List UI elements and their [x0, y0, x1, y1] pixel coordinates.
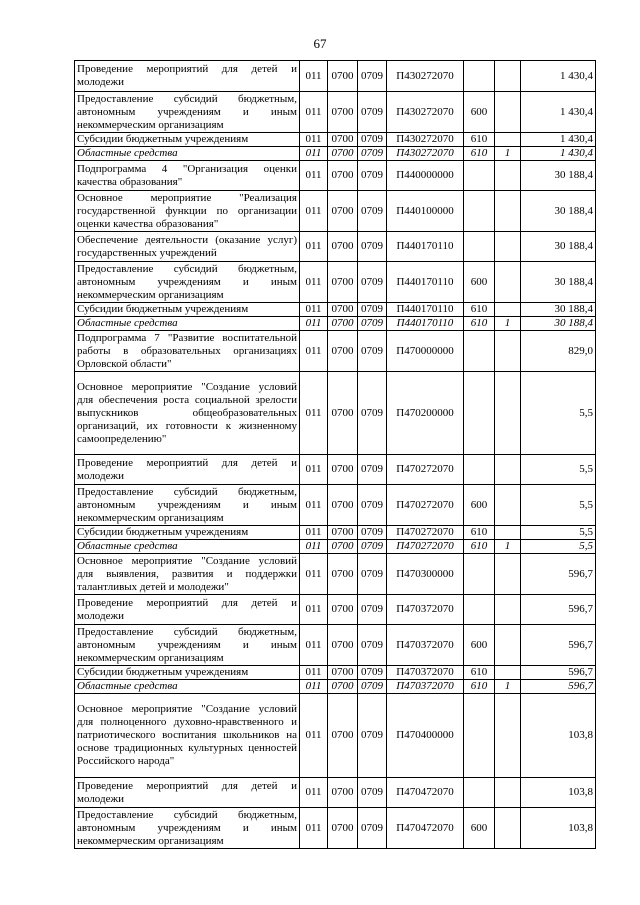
expense-kind-code-cell — [464, 595, 495, 625]
amount-cell: 1 430,4 — [521, 133, 596, 147]
expense-kind-code-cell — [464, 161, 495, 191]
section-code-cell: 0700 — [328, 372, 358, 455]
item-name-cell: Обеспечение деятельности (оказание услуг) государственных учреждений — [75, 232, 300, 262]
target-article-code-cell: П440170110 — [387, 232, 464, 262]
admin-code-cell: 011 — [300, 232, 328, 262]
expense-kind-code-cell — [464, 554, 495, 595]
amount-cell: 103,8 — [521, 694, 596, 778]
fund-source-code-cell — [495, 303, 521, 317]
fund-source-code-cell — [495, 778, 521, 808]
expense-kind-code-cell: 610 — [464, 666, 495, 680]
item-name-cell: Предоставление субсидий бюджетным, автономным учреждениям и иным некоммерческим организациям — [75, 625, 300, 666]
table-row — [75, 133, 596, 147]
section-code-cell: 0700 — [328, 133, 358, 147]
subsection-code-cell: 0709 — [358, 331, 387, 372]
amount-cell: 1 430,4 — [521, 61, 596, 92]
subsection-code-cell: 0709 — [358, 625, 387, 666]
item-name-cell: Проведение мероприятий для детей и молодежи — [75, 595, 300, 625]
subsection-code-cell: 0709 — [358, 808, 387, 849]
amount-cell: 103,8 — [521, 778, 596, 808]
item-name-cell: Областные средства — [75, 680, 300, 694]
item-name-cell: Субсидии бюджетным учреждениям — [75, 133, 300, 147]
subsection-code-cell: 0709 — [358, 595, 387, 625]
subsection-code-cell: 0709 — [358, 485, 387, 526]
expense-kind-code-cell: 600 — [464, 625, 495, 666]
target-article-code-cell: П470272070 — [387, 540, 464, 554]
item-name-cell: Предоставление субсидий бюджетным, автономным учреждениям и иным некоммерческим организациям — [75, 92, 300, 133]
subsection-code-cell: 0709 — [358, 92, 387, 133]
fund-source-code-cell — [495, 485, 521, 526]
subsection-code-cell: 0709 — [358, 147, 387, 161]
amount-cell: 30 188,4 — [521, 262, 596, 303]
fund-source-code-cell — [495, 232, 521, 262]
item-name-cell: Основное мероприятие "Создание условий для обеспечения роста социальной зрелости выпускников общеобразовательных организаций, их готовности к жизненному самоопределению" — [75, 372, 300, 455]
admin-code-cell: 011 — [300, 595, 328, 625]
subsection-code-cell: 0709 — [358, 133, 387, 147]
amount-cell: 30 188,4 — [521, 232, 596, 262]
target-article-code-cell: П470472070 — [387, 778, 464, 808]
section-code-cell: 0700 — [328, 485, 358, 526]
table-row — [75, 625, 596, 666]
admin-code-cell: 011 — [300, 540, 328, 554]
fund-source-code-cell — [495, 455, 521, 485]
item-name-cell: Подпрограмма 7 "Развитие воспитательной работы в образовательных организациях Орловской области" — [75, 331, 300, 372]
expense-kind-code-cell: 610 — [464, 133, 495, 147]
target-article-code-cell: П470372070 — [387, 595, 464, 625]
section-code-cell: 0700 — [328, 61, 358, 92]
fund-source-code-cell: 1 — [495, 317, 521, 331]
subsection-code-cell: 0709 — [358, 554, 387, 595]
target-article-code-cell: П440170110 — [387, 303, 464, 317]
subsection-code-cell: 0709 — [358, 666, 387, 680]
admin-code-cell: 011 — [300, 262, 328, 303]
subsection-code-cell: 0709 — [358, 191, 387, 232]
subsection-code-cell: 0709 — [358, 372, 387, 455]
subsection-code-cell: 0709 — [358, 540, 387, 554]
item-name-cell: Проведение мероприятий для детей и молодежи — [75, 61, 300, 92]
fund-source-code-cell: 1 — [495, 147, 521, 161]
section-code-cell: 0700 — [328, 317, 358, 331]
section-code-cell: 0700 — [328, 526, 358, 540]
item-name-cell: Областные средства — [75, 317, 300, 331]
fund-source-code-cell — [495, 191, 521, 232]
target-article-code-cell: П470000000 — [387, 331, 464, 372]
target-article-code-cell: П470400000 — [387, 694, 464, 778]
subsection-code-cell: 0709 — [358, 526, 387, 540]
subsection-code-cell: 0709 — [358, 694, 387, 778]
section-code-cell: 0700 — [328, 455, 358, 485]
table-row — [75, 331, 596, 372]
section-code-cell: 0700 — [328, 554, 358, 595]
admin-code-cell: 011 — [300, 554, 328, 595]
admin-code-cell: 011 — [300, 666, 328, 680]
table-row — [75, 540, 596, 554]
amount-cell: 5,5 — [521, 485, 596, 526]
table-row — [75, 317, 596, 331]
section-code-cell: 0700 — [328, 191, 358, 232]
subsection-code-cell: 0709 — [358, 232, 387, 262]
expense-kind-code-cell — [464, 372, 495, 455]
admin-code-cell: 011 — [300, 526, 328, 540]
subsection-code-cell: 0709 — [358, 61, 387, 92]
expense-kind-code-cell — [464, 191, 495, 232]
target-article-code-cell: П470272070 — [387, 526, 464, 540]
amount-cell: 829,0 — [521, 331, 596, 372]
table-row — [75, 92, 596, 133]
item-name-cell: Предоставление субсидий бюджетным, автономным учреждениям и иным некоммерческим организациям — [75, 262, 300, 303]
subsection-code-cell: 0709 — [358, 262, 387, 303]
item-name-cell: Областные средства — [75, 147, 300, 161]
fund-source-code-cell — [495, 372, 521, 455]
amount-cell: 1 430,4 — [521, 147, 596, 161]
subsection-code-cell: 0709 — [358, 303, 387, 317]
amount-cell: 5,5 — [521, 540, 596, 554]
amount-cell: 103,8 — [521, 808, 596, 849]
target-article-code-cell: П470272070 — [387, 455, 464, 485]
admin-code-cell: 011 — [300, 455, 328, 485]
table-row — [75, 680, 596, 694]
target-article-code-cell: П470300000 — [387, 554, 464, 595]
item-name-cell: Основное мероприятие "Создание условий для полноценного духовно-нравственного и патриотического воспитания школьников на основе традиционных культурных ценностей Российского народа" — [75, 694, 300, 778]
amount-cell: 596,7 — [521, 595, 596, 625]
item-name-cell: Проведение мероприятий для детей и молодежи — [75, 455, 300, 485]
admin-code-cell: 011 — [300, 191, 328, 232]
table-row — [75, 303, 596, 317]
section-code-cell: 0700 — [328, 808, 358, 849]
expense-kind-code-cell — [464, 331, 495, 372]
admin-code-cell: 011 — [300, 808, 328, 849]
expense-kind-code-cell: 600 — [464, 92, 495, 133]
admin-code-cell: 011 — [300, 147, 328, 161]
table-row — [75, 372, 596, 455]
budget-table — [74, 60, 596, 849]
item-name-cell: Субсидии бюджетным учреждениям — [75, 666, 300, 680]
admin-code-cell: 011 — [300, 372, 328, 455]
amount-cell: 5,5 — [521, 455, 596, 485]
expense-kind-code-cell: 600 — [464, 262, 495, 303]
amount-cell: 5,5 — [521, 526, 596, 540]
table-row — [75, 455, 596, 485]
section-code-cell: 0700 — [328, 778, 358, 808]
expense-kind-code-cell: 610 — [464, 540, 495, 554]
table-row — [75, 147, 596, 161]
table-row — [75, 808, 596, 849]
section-code-cell: 0700 — [328, 680, 358, 694]
admin-code-cell: 011 — [300, 694, 328, 778]
expense-kind-code-cell — [464, 455, 495, 485]
admin-code-cell: 011 — [300, 133, 328, 147]
expense-kind-code-cell — [464, 694, 495, 778]
expense-kind-code-cell — [464, 778, 495, 808]
table-row — [75, 232, 596, 262]
table-row — [75, 554, 596, 595]
table-row — [75, 161, 596, 191]
fund-source-code-cell — [495, 625, 521, 666]
table-row — [75, 526, 596, 540]
amount-cell: 596,7 — [521, 680, 596, 694]
target-article-code-cell: П470372070 — [387, 625, 464, 666]
fund-source-code-cell — [495, 526, 521, 540]
section-code-cell: 0700 — [328, 262, 358, 303]
subsection-code-cell: 0709 — [358, 778, 387, 808]
admin-code-cell: 011 — [300, 778, 328, 808]
item-name-cell: Основное мероприятие "Создание условий для выявления, развития и поддержки талантливых детей и молодежи" — [75, 554, 300, 595]
amount-cell: 30 188,4 — [521, 303, 596, 317]
expense-kind-code-cell: 610 — [464, 317, 495, 331]
amount-cell: 1 430,4 — [521, 92, 596, 133]
subsection-code-cell: 0709 — [358, 317, 387, 331]
fund-source-code-cell — [495, 808, 521, 849]
fund-source-code-cell — [495, 92, 521, 133]
table-row — [75, 262, 596, 303]
table-row — [75, 666, 596, 680]
table-body — [75, 61, 596, 849]
fund-source-code-cell — [495, 133, 521, 147]
section-code-cell: 0700 — [328, 331, 358, 372]
section-code-cell: 0700 — [328, 232, 358, 262]
expense-kind-code-cell — [464, 61, 495, 92]
section-code-cell: 0700 — [328, 540, 358, 554]
admin-code-cell: 011 — [300, 625, 328, 666]
item-name-cell: Проведение мероприятий для детей и молодежи — [75, 778, 300, 808]
subsection-code-cell: 0709 — [358, 455, 387, 485]
section-code-cell: 0700 — [328, 625, 358, 666]
target-article-code-cell: П470472070 — [387, 808, 464, 849]
amount-cell: 5,5 — [521, 372, 596, 455]
target-article-code-cell: П430272070 — [387, 61, 464, 92]
table-row — [75, 61, 596, 92]
fund-source-code-cell — [495, 666, 521, 680]
page-number: 67 — [313, 36, 327, 51]
target-article-code-cell: П440000000 — [387, 161, 464, 191]
target-article-code-cell: П430272070 — [387, 92, 464, 133]
expense-kind-code-cell: 600 — [464, 808, 495, 849]
amount-cell: 30 188,4 — [521, 191, 596, 232]
target-article-code-cell: П440100000 — [387, 191, 464, 232]
expense-kind-code-cell — [464, 232, 495, 262]
table-row — [75, 485, 596, 526]
fund-source-code-cell — [495, 262, 521, 303]
expense-kind-code-cell: 600 — [464, 485, 495, 526]
target-article-code-cell: П470372070 — [387, 666, 464, 680]
section-code-cell: 0700 — [328, 303, 358, 317]
fund-source-code-cell — [495, 694, 521, 778]
fund-source-code-cell — [495, 161, 521, 191]
target-article-code-cell: П430272070 — [387, 133, 464, 147]
admin-code-cell: 011 — [300, 303, 328, 317]
admin-code-cell: 011 — [300, 680, 328, 694]
section-code-cell: 0700 — [328, 694, 358, 778]
section-code-cell: 0700 — [328, 147, 358, 161]
fund-source-code-cell — [495, 554, 521, 595]
table-row — [75, 778, 596, 808]
item-name-cell: Подпрограмма 4 "Организация оценки качества образования" — [75, 161, 300, 191]
item-name-cell: Предоставление субсидий бюджетным, автономным учреждениям и иным некоммерческим организациям — [75, 485, 300, 526]
target-article-code-cell: П430272070 — [387, 147, 464, 161]
amount-cell: 596,7 — [521, 666, 596, 680]
item-name-cell: Субсидии бюджетным учреждениям — [75, 303, 300, 317]
target-article-code-cell: П440170110 — [387, 317, 464, 331]
target-article-code-cell: П470200000 — [387, 372, 464, 455]
admin-code-cell: 011 — [300, 61, 328, 92]
item-name-cell: Основное мероприятие "Реализация государственной функции по организации оценки качества образования" — [75, 191, 300, 232]
item-name-cell: Предоставление субсидий бюджетным, автономным учреждениям и иным некоммерческим организациям — [75, 808, 300, 849]
subsection-code-cell: 0709 — [358, 680, 387, 694]
amount-cell: 30 188,4 — [521, 161, 596, 191]
table-row — [75, 191, 596, 232]
amount-cell: 596,7 — [521, 554, 596, 595]
fund-source-code-cell — [495, 61, 521, 92]
subsection-code-cell: 0709 — [358, 161, 387, 191]
admin-code-cell: 011 — [300, 485, 328, 526]
admin-code-cell: 011 — [300, 161, 328, 191]
expense-kind-code-cell: 610 — [464, 526, 495, 540]
admin-code-cell: 011 — [300, 92, 328, 133]
expense-kind-code-cell: 610 — [464, 147, 495, 161]
item-name-cell: Субсидии бюджетным учреждениям — [75, 526, 300, 540]
item-name-cell: Областные средства — [75, 540, 300, 554]
section-code-cell: 0700 — [328, 595, 358, 625]
target-article-code-cell: П470272070 — [387, 485, 464, 526]
fund-source-code-cell — [495, 331, 521, 372]
admin-code-cell: 011 — [300, 331, 328, 372]
table-row — [75, 694, 596, 778]
fund-source-code-cell: 1 — [495, 540, 521, 554]
target-article-code-cell: П440170110 — [387, 262, 464, 303]
table-row — [75, 595, 596, 625]
amount-cell: 30 188,4 — [521, 317, 596, 331]
amount-cell: 596,7 — [521, 625, 596, 666]
admin-code-cell: 011 — [300, 317, 328, 331]
section-code-cell: 0700 — [328, 92, 358, 133]
fund-source-code-cell: 1 — [495, 680, 521, 694]
target-article-code-cell: П470372070 — [387, 680, 464, 694]
fund-source-code-cell — [495, 595, 521, 625]
expense-kind-code-cell: 610 — [464, 680, 495, 694]
expense-kind-code-cell: 610 — [464, 303, 495, 317]
section-code-cell: 0700 — [328, 666, 358, 680]
section-code-cell: 0700 — [328, 161, 358, 191]
